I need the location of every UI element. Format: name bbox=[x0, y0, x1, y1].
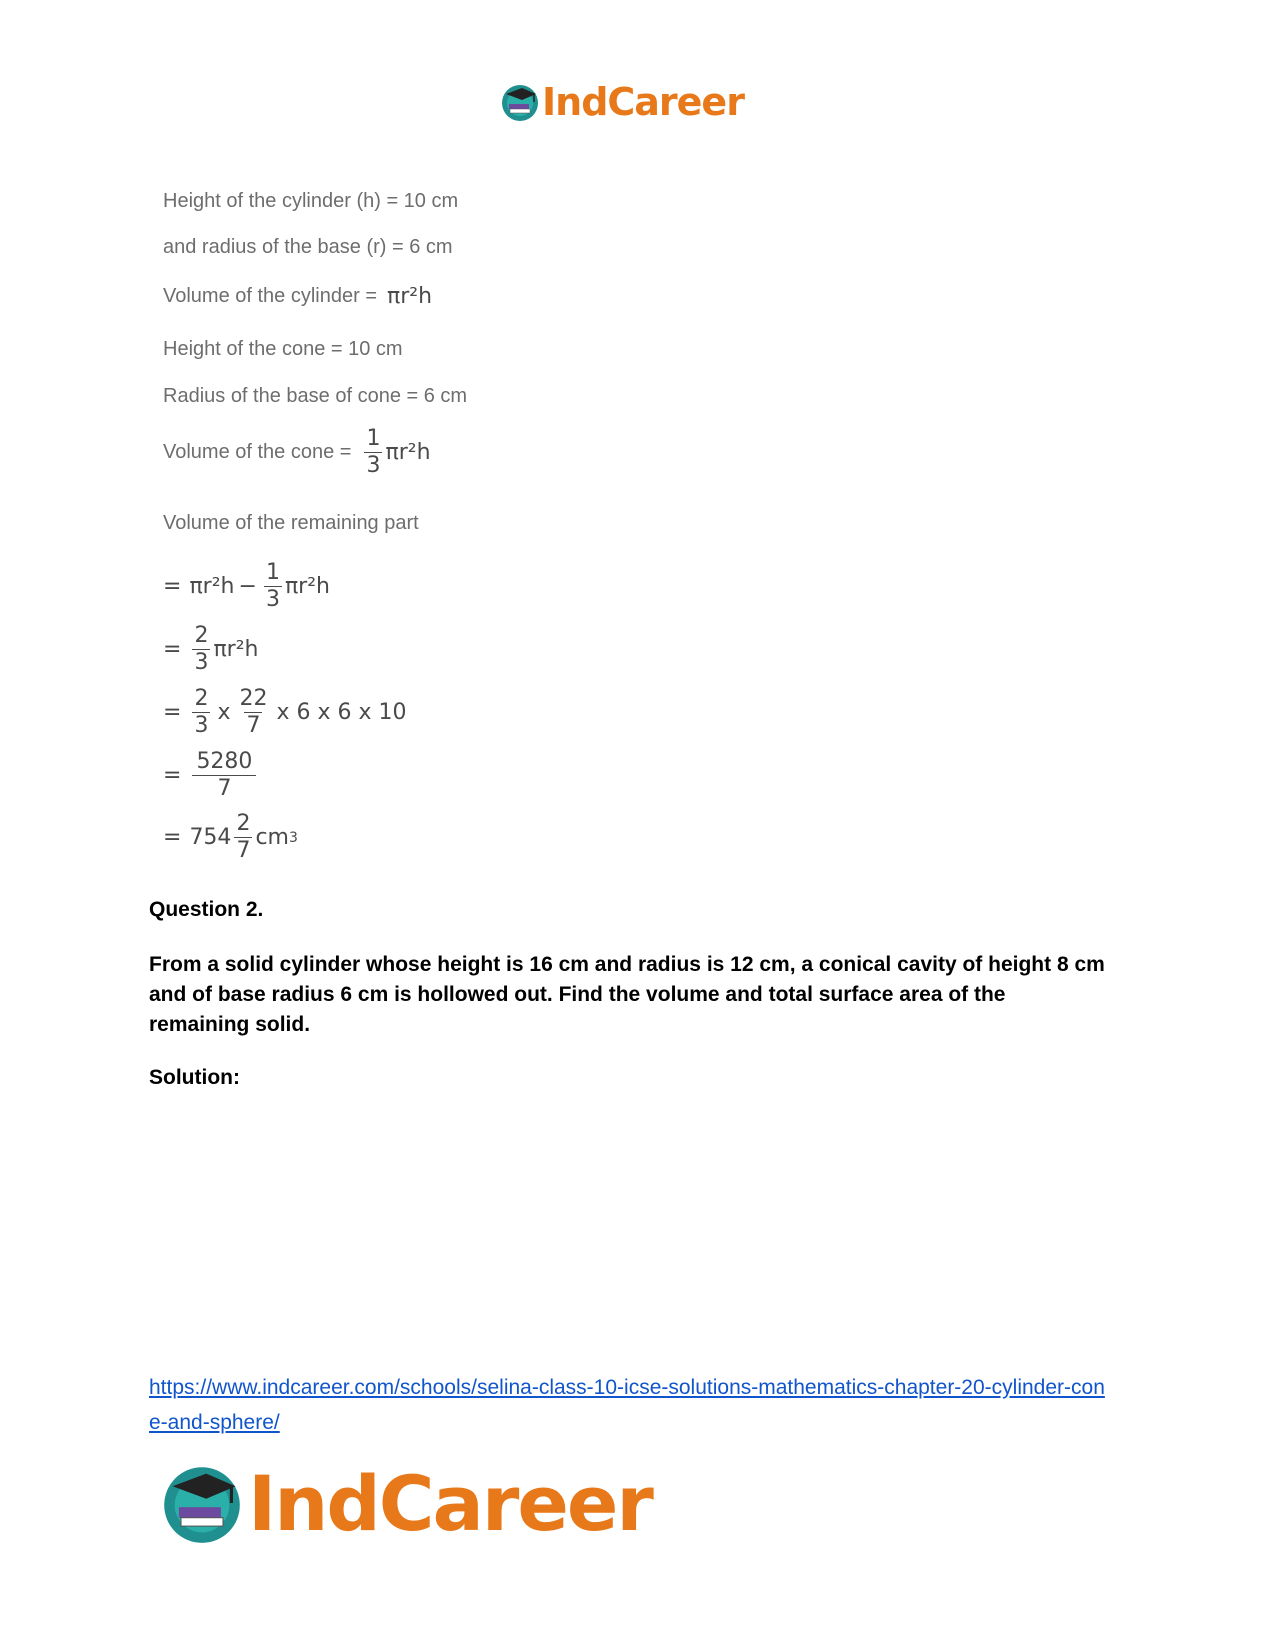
step-4: = $\frac{5280}{7}$ bbox=[163, 751, 259, 800]
cone-radius-line: Radius of the base of cone = 6 cm bbox=[163, 385, 468, 407]
step-1: = πr²h − $\frac{1}{3}$ πr²h bbox=[163, 560, 330, 612]
cone-volume-formula bbox=[361, 428, 430, 477]
brand-name: IndCareer bbox=[542, 80, 744, 124]
graduation-globe-icon bbox=[160, 1461, 244, 1545]
step-5: = 754 $\frac{2}{7}$ cm 3 bbox=[163, 811, 298, 863]
cone-volume-line bbox=[163, 428, 431, 477]
step-3: = $\frac{2}{3}$ x $\frac{22}{7}$ x 6 x 6 x 10 bbox=[163, 686, 407, 738]
footer-link[interactable]: https://www.indcareer.com/schools/selina-class-10-icse-solutions-mathematics-chapter-20-cylinder-cone-and-sphere/ bbox=[149, 1376, 1105, 1434]
indcareer-logo-bottom bbox=[160, 1458, 652, 1548]
indcareer-logo-top bbox=[500, 78, 744, 126]
step-2: = $\frac{2}{3}$ πr²h bbox=[163, 623, 259, 675]
cone-height-line: Height of the cone = 10 cm bbox=[163, 338, 403, 360]
cylinder-volume-formula: πr²h bbox=[387, 284, 433, 309]
unit: cm bbox=[255, 825, 289, 850]
cone-volume-label: Volume of the cone = bbox=[163, 441, 352, 463]
fraction-one-third: $\frac{1}{3}$ bbox=[366, 426, 381, 478]
remaining-part-line: Volume of the remaining part bbox=[163, 512, 419, 534]
cylinder-volume-line bbox=[163, 284, 432, 309]
cylinder-radius-line: and radius of the base (r) = 6 cm bbox=[163, 236, 453, 258]
pi-r-squared-h: πr²h bbox=[385, 440, 431, 465]
question-text: From a solid cylinder whose height is 16 cm and radius is 12 cm, a conical cavity of height 8 cm and of base radius 6 cm is hollowed out. Find the volume and total surface area of the remaining solid. bbox=[149, 953, 1105, 1036]
question-heading: Question 2. bbox=[149, 898, 264, 921]
brand-name: IndCareer bbox=[248, 1458, 652, 1548]
graduation-globe-icon bbox=[500, 82, 540, 122]
cylinder-height-line: Height of the cylinder (h) = 10 cm bbox=[163, 190, 459, 212]
solution-label: Solution: bbox=[149, 1066, 240, 1089]
mixed-number-whole: 754 bbox=[189, 825, 232, 850]
cylinder-volume-label: Volume of the cylinder = bbox=[163, 285, 378, 307]
